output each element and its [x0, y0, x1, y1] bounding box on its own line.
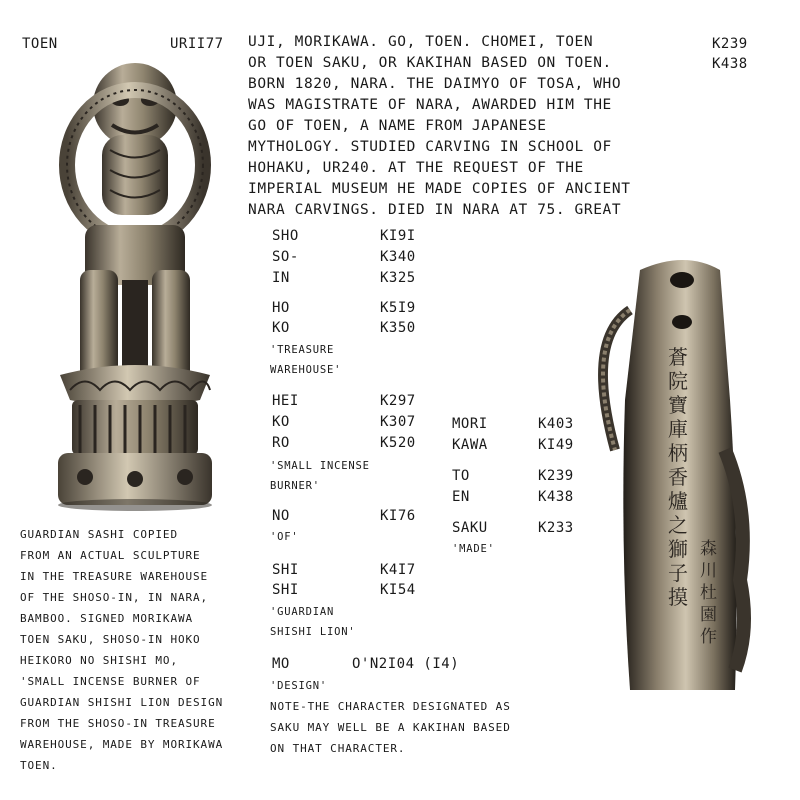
- glossary-term: TO: [452, 468, 470, 484]
- bio-line: OR TOEN SAKU, OR KAKIHAN BASED ON TOEN.: [248, 55, 612, 71]
- glossary-gloss: SHISHI LION': [270, 626, 356, 638]
- glossary-ref: KI76: [380, 508, 416, 524]
- glossary-ref: K520: [380, 435, 416, 451]
- bio-line: MYTHOLOGY. STUDIED CARVING IN SCHOOL OF: [248, 139, 612, 155]
- bio-line: GO OF TOEN, A NAME FROM JAPANESE: [248, 118, 547, 134]
- caption-line: BAMBOO. SIGNED MORIKAWA: [20, 612, 194, 625]
- glossary-term: EN: [452, 489, 470, 505]
- glossary-term: RO: [272, 435, 290, 451]
- glossary-term: HEI: [272, 393, 299, 409]
- caption-line: OF THE SHOSO-IN, IN NARA,: [20, 591, 209, 604]
- glossary-term: KAWA: [452, 437, 488, 453]
- bio-line: IMPERIAL MUSEUM HE MADE COPIES OF ANCIENT: [248, 181, 631, 197]
- glossary-term: SO-: [272, 249, 299, 265]
- glossary-term: MORI: [452, 416, 488, 432]
- glossary-gloss: 'SMALL INCENSE: [270, 460, 370, 472]
- glossary-term: SAKU: [452, 520, 488, 536]
- bio-line: WAS MAGISTRATE OF NARA, AWARDED HIM THE: [248, 97, 612, 113]
- caption-line: IN THE TREASURE WAREHOUSE: [20, 570, 209, 583]
- glossary-term: SHI: [272, 562, 299, 578]
- caption-line: TOEN SAKU, SHOSO-IN HOKO: [20, 633, 201, 646]
- glossary-ref: O'N2I04 (I4): [352, 656, 460, 672]
- glossary-ref: K297: [380, 393, 416, 409]
- glossary-ref: K4I7: [380, 562, 416, 578]
- caption-line: GUARDIAN SASHI COPIED: [20, 528, 178, 541]
- glossary-gloss: 'OF': [270, 531, 299, 543]
- k-ref-2: K438: [712, 56, 748, 72]
- bio-line: BORN 1820, NARA. THE DAIMYO OF TOSA, WHO: [248, 76, 622, 92]
- glossary-term: SHO: [272, 228, 299, 244]
- inscription-main-column: 蒼院寶庫柄香爐之獅子摸: [668, 345, 688, 609]
- caption-line: 'SMALL INCENSE BURNER OF: [20, 675, 201, 688]
- glossary-ref: K340: [380, 249, 416, 265]
- caption-line: FROM AN ACTUAL SCULPTURE: [20, 549, 201, 562]
- inscription-signature-column: 森川杜園作: [700, 539, 717, 647]
- glossary-ref: K5I9: [380, 300, 416, 316]
- glossary-ref: K233: [538, 520, 574, 536]
- glossary-gloss: 'GUARDIAN: [270, 606, 335, 618]
- bio-line: UJI, MORIKAWA. GO, TOEN. CHOMEI, TOEN: [248, 34, 594, 50]
- glossary-ref: K438: [538, 489, 574, 505]
- bio-line: HOHAKU, UR240. AT THE REQUEST OF THE: [248, 160, 584, 176]
- glossary-term: KO: [272, 320, 290, 336]
- glossary-term: NO: [272, 508, 290, 524]
- glossary-gloss: 'MADE': [452, 543, 495, 555]
- glossary-term: KO: [272, 414, 290, 430]
- glossary-ref: K239: [538, 468, 574, 484]
- caption-line: HEIKORO NO SHISHI MO,: [20, 654, 178, 667]
- glossary-term: MO: [272, 656, 290, 672]
- glossary-ref: K325: [380, 270, 416, 286]
- note-line: NOTE-THE CHARACTER DESIGNATED AS: [270, 700, 511, 713]
- caption-line: TOEN.: [20, 759, 58, 772]
- glossary-gloss: 'TREASURE: [270, 344, 335, 356]
- glossary-gloss: BURNER': [270, 480, 320, 492]
- caption-line: FROM THE SHOSO-IN TREASURE: [20, 717, 216, 730]
- glossary-term: IN: [272, 270, 290, 286]
- k-ref-1: K239: [712, 36, 748, 52]
- caption-line: WAREHOUSE, MADE BY MORIKAWA: [20, 738, 224, 751]
- shishi-lion-sculpture-photo: [50, 55, 220, 515]
- glossary-ref: K403: [538, 416, 574, 432]
- glossary-term: HO: [272, 300, 290, 316]
- glossary-ref: K307: [380, 414, 416, 430]
- glossary-term: SHI: [272, 582, 299, 598]
- note-line: ON THAT CHARACTER.: [270, 742, 406, 755]
- glossary-gloss: WAREHOUSE': [270, 364, 342, 376]
- note-line: SAKU MAY WELL BE A KAKIHAN BASED: [270, 721, 511, 734]
- glossary-ref: K350: [380, 320, 416, 336]
- glossary-ref: KI9I: [380, 228, 416, 244]
- glossary-ref: KI54: [380, 582, 416, 598]
- glossary-gloss: 'DESIGN': [270, 680, 327, 692]
- ur-number: URII77: [170, 36, 224, 52]
- caption-line: GUARDIAN SHISHI LION DESIGN: [20, 696, 224, 709]
- glossary-ref: KI49: [538, 437, 574, 453]
- artist-name: TOEN: [22, 36, 58, 52]
- bio-line: NARA CARVINGS. DIED IN NARA AT 75. GREAT: [248, 202, 622, 218]
